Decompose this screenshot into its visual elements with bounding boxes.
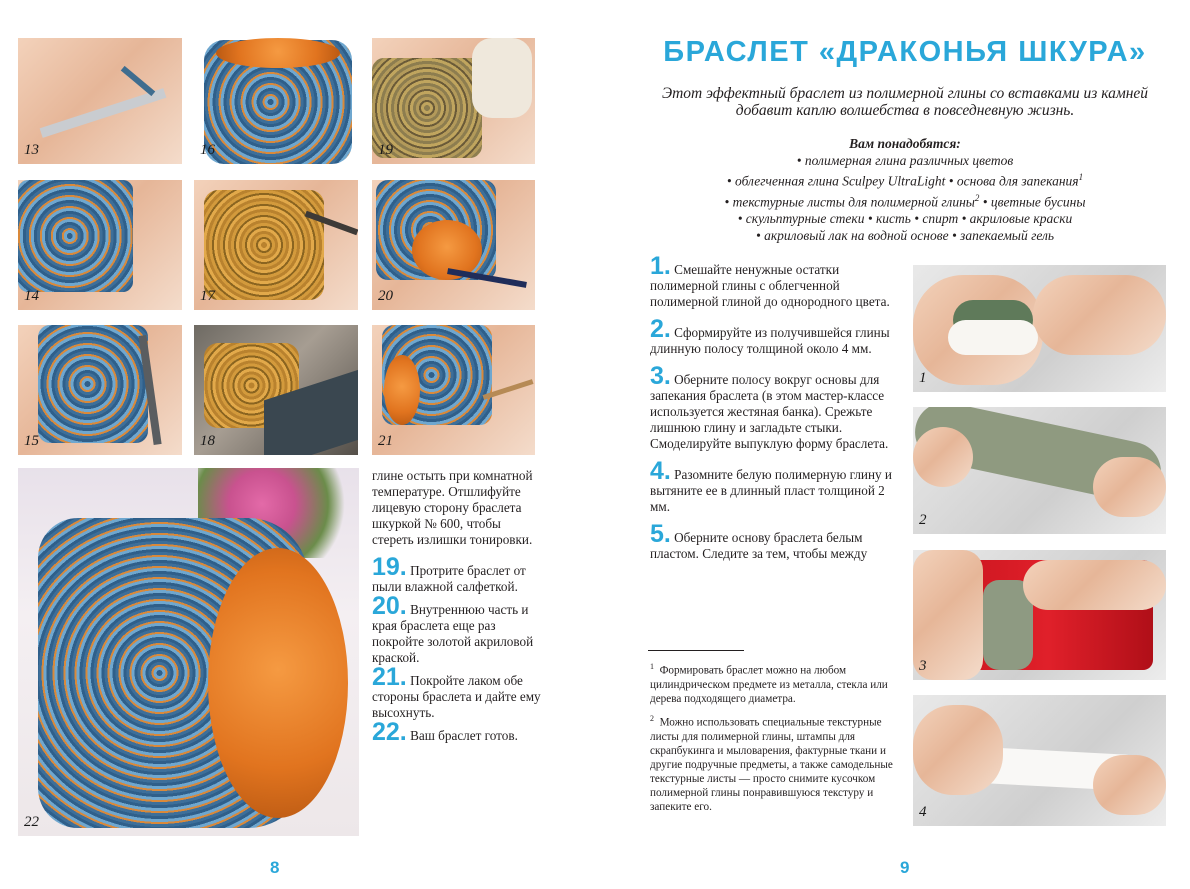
photo-16 <box>194 38 358 164</box>
materials-heading: Вам понадобятся: <box>849 136 961 151</box>
intro-text: Этот эффектный браслет из полимерной глины со вставками из камней добавит каплю волшебства в повседневную жизнь. <box>661 85 1149 119</box>
step-22 <box>372 718 542 746</box>
footnote-mark: 2 <box>650 714 654 723</box>
photo-15 <box>18 325 182 455</box>
photo-number: 15 <box>24 433 39 449</box>
photo-number: 19 <box>378 142 393 158</box>
step-text: Протрите браслет от пыли влажной салфеткой. <box>372 563 526 594</box>
footnote-ref: 2 <box>974 193 980 203</box>
page-title: БРАСЛЕТ «ДРАКОНЬЯ ШКУРА» <box>663 36 1147 68</box>
photo-number: 3 <box>919 658 927 674</box>
materials-line: • скульптурные стеки • кисть • спирт • акриловые краски <box>737 211 1073 226</box>
footnote-mark: 1 <box>650 662 654 671</box>
materials-line: • полимерная глина различных цветов <box>796 152 1014 168</box>
footnote-text: Формировать браслет можно на любом цилиндрическом предмете из металла, стекла или дерева подходящего диаметра. <box>650 664 888 705</box>
photo-20 <box>372 180 535 310</box>
photo-1 <box>913 265 1166 392</box>
step-number: 4. <box>650 457 671 485</box>
step-5 <box>650 520 895 562</box>
step-number: 22. <box>372 718 407 746</box>
photo-number: 22 <box>24 814 39 830</box>
photo-number: 1 <box>919 370 927 386</box>
step-text: Ваш браслет готов. <box>410 728 518 743</box>
step-number: 21. <box>372 663 407 691</box>
photo-number: 18 <box>200 433 215 449</box>
step-1 <box>650 252 895 310</box>
continuation-text: глине остыть при комнатной температуре. Отшлифуйте лицевую сторону браслета шкуркой № 600, чтобы стереть излишки тонировки. <box>372 468 533 547</box>
materials-line: • текстурные листы для полимерной глины$^2$ • цветные бусины <box>724 193 1086 210</box>
photo-number: 4 <box>919 804 927 820</box>
step-number: 5. <box>650 520 671 548</box>
photo-17 <box>194 180 358 310</box>
photo-13 <box>18 38 182 164</box>
photo-number: 2 <box>919 512 927 528</box>
step-text: Смешайте ненужные остатки полимерной глины с облегченной полимерной глиной до однородного цвета. <box>650 262 890 309</box>
photo-2 <box>913 407 1166 534</box>
photo-number: 14 <box>24 288 39 304</box>
photo-18 <box>194 325 358 455</box>
step-20 <box>372 592 542 666</box>
step-text: Внутреннюю часть и края браслета еще раз покройте золотой акриловой краской. <box>372 602 534 665</box>
step-number: 3. <box>650 362 671 390</box>
step-2 <box>650 315 895 357</box>
photo-number: 13 <box>24 142 39 158</box>
page-number-left: 8 <box>270 858 280 877</box>
step-3 <box>650 362 895 452</box>
footnote-divider <box>648 650 744 651</box>
step-number: 1. <box>650 252 671 280</box>
step-text: Разомните белую полимерную глину и вытяните ее в длинный пласт толщиной 2 мм. <box>650 467 892 514</box>
step-number: 20. <box>372 592 407 620</box>
photo-21 <box>372 325 535 455</box>
photo-number: 21 <box>378 433 393 449</box>
step-text: Оберните полосу вокруг основы для запекания браслета (в этом мастер-классе используется жестяная банка). Срежьте лишнюю глину и загладьте стыки. Смоделируйте выпуклую форму браслета. <box>650 372 889 451</box>
photo-number: 17 <box>200 288 215 304</box>
photo-4 <box>913 695 1166 826</box>
footnote-2 <box>650 712 900 814</box>
step-4 <box>650 457 895 515</box>
footnote-1 <box>650 660 900 706</box>
page-number-right: 9 <box>900 858 910 877</box>
footnote-ref: 1 <box>1078 172 1084 182</box>
materials-list <box>640 136 1170 244</box>
step-text: Оберните основу браслета белым пластом. Следите за тем, чтобы между <box>650 530 868 561</box>
left-text-column <box>372 468 542 744</box>
materials-line: • облегченная глина Sculpey UltraLight • основа для запекания$^1$ <box>726 172 1084 189</box>
step-text: Покройте лаком обе стороны браслета и дайте ему высохнуть. <box>372 673 541 720</box>
photo-3 <box>913 550 1166 680</box>
photo-number: 16 <box>200 142 215 158</box>
step-21 <box>372 663 542 721</box>
photo-14 <box>18 180 182 310</box>
step-number: 19. <box>372 553 407 581</box>
photo-22-finished-bracelet <box>18 468 359 836</box>
step-number: 2. <box>650 315 671 343</box>
step-19 <box>372 553 542 595</box>
photo-19 <box>372 38 535 164</box>
right-steps-column <box>650 252 895 570</box>
footnote-text: Можно использовать специальные текстурные листы для полимерной глины, штампы для скрапбукинга и мыловарения, фактурные ткани и другие подручные предметы, а также самодельные текстурные листы — просто снимите кусочком полимерной глины понравившуюся текстуру и запеките его. <box>650 716 893 813</box>
step-text: Сформируйте из получившейся глины длинную полосу толщиной около 4 мм. <box>650 325 890 356</box>
materials-line: • акриловый лак на водной основе • запекаемый гель <box>755 227 1055 243</box>
photo-number: 20 <box>378 288 393 304</box>
